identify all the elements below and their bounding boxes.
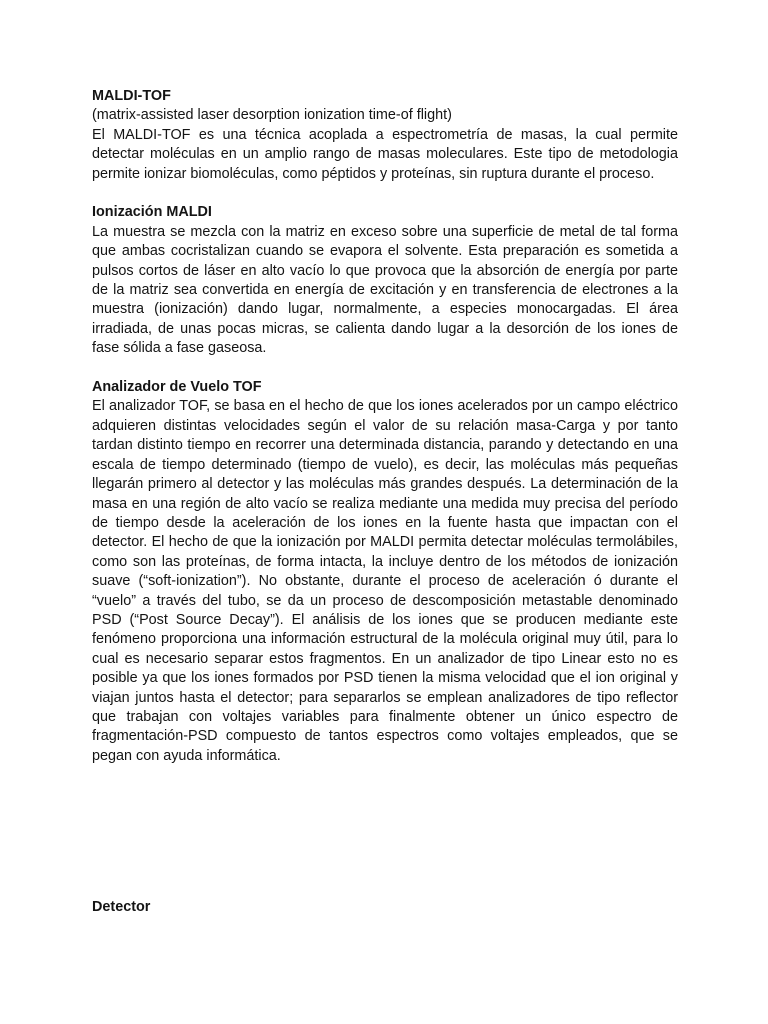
maldi-tof-subtitle: (matrix-assisted laser desorption ionization time-of flight) <box>92 107 452 124</box>
analizador-heading: Analizador de Vuelo TOF <box>92 379 262 396</box>
detector-heading: Detector <box>92 899 151 915</box>
ionizacion-paragraph: La muestra se mezcla con la matriz en exceso sobre una superficie de metal de tal forma que ambas cocristalizan cuando se evapora el solvente. Esta preparación es sometida a pulsos cortos de láser en alto vacío lo que provoca que la absorción de energía por parte de la matriz sea convertida en energía de excitación y en transferencia de electrones a la muestra (ionización) dando lugar, normalmente, a especies monocargadas. El área irradiada, de unas pocas micras, se calienta dando lugar a la desorción de los iones de fase sólida a fase gaseosa. <box>92 223 678 357</box>
section-analizador <box>92 378 678 766</box>
maldi-tof-heading: MALDI-TOF <box>92 88 171 104</box>
maldi-tof-paragraph: El MALDI-TOF es una técnica acoplada a espectrometría de masas, la cual permite detectar moléculas en un amplio rango de masas moleculares. Este tipo de metodologia permite ionizar biomoléculas, como péptidos y proteínas, sin ruptura durante el proceso. <box>92 126 678 182</box>
analizador-paragraph: El analizador TOF, se basa en el hecho de que los iones acelerados por un campo eléctrico adquieren distintas velocidades según el valor de su relación masa-Carga y por tanto tardan distinto tiempo en recorrer una determinada distancia, parando y detectando en una escala de tiempo determinado (tiempo de vuelo), es decir, las moléculas más pequeñas llegarán primero al detector y las moléculas más grandes después. La determinación de la masa en una región de alto vacío se realiza mediante una medida muy precisa del período de tiempo desde la aceleración de los iones en la fuente hasta que impactan con el detector. El hecho de que la ionización por MALDI permita detectar moléculas termolábiles, como son las proteínas, de forma intacta, la incluye dentro de los métodos de ionización suave (“soft-ionization”). No obstante, durante el proceso de aceleración ó durante el “vuelo” a través del tubo, se da un proceso de descomposición metastable denominado PSD (“Post Source Decay”). El análisis de los iones que se producen mediante este fenómeno proporciona una información estructural de la molécula original muy útil, para lo cual es necesario separar estos fragmentos. En un analizador de tipo Linear esto no es posible ya que los iones formados por PSD tienen la misma velocidad que el ion original y viajan juntos hasta el detector; para separarlos se emplean analizadores de tipo reflector que trabajan con voltajes variables para finalmente obtener un único espectro de fragmentación-PSD compuesto de tantos espectros como voltajes empleados, que se pegan con ayuda informática. <box>92 398 678 764</box>
section-ionizacion <box>92 203 678 358</box>
ionizacion-heading: Ionización MALDI <box>92 204 212 221</box>
document-page <box>92 87 678 766</box>
section-maldi-tof <box>92 87 678 184</box>
